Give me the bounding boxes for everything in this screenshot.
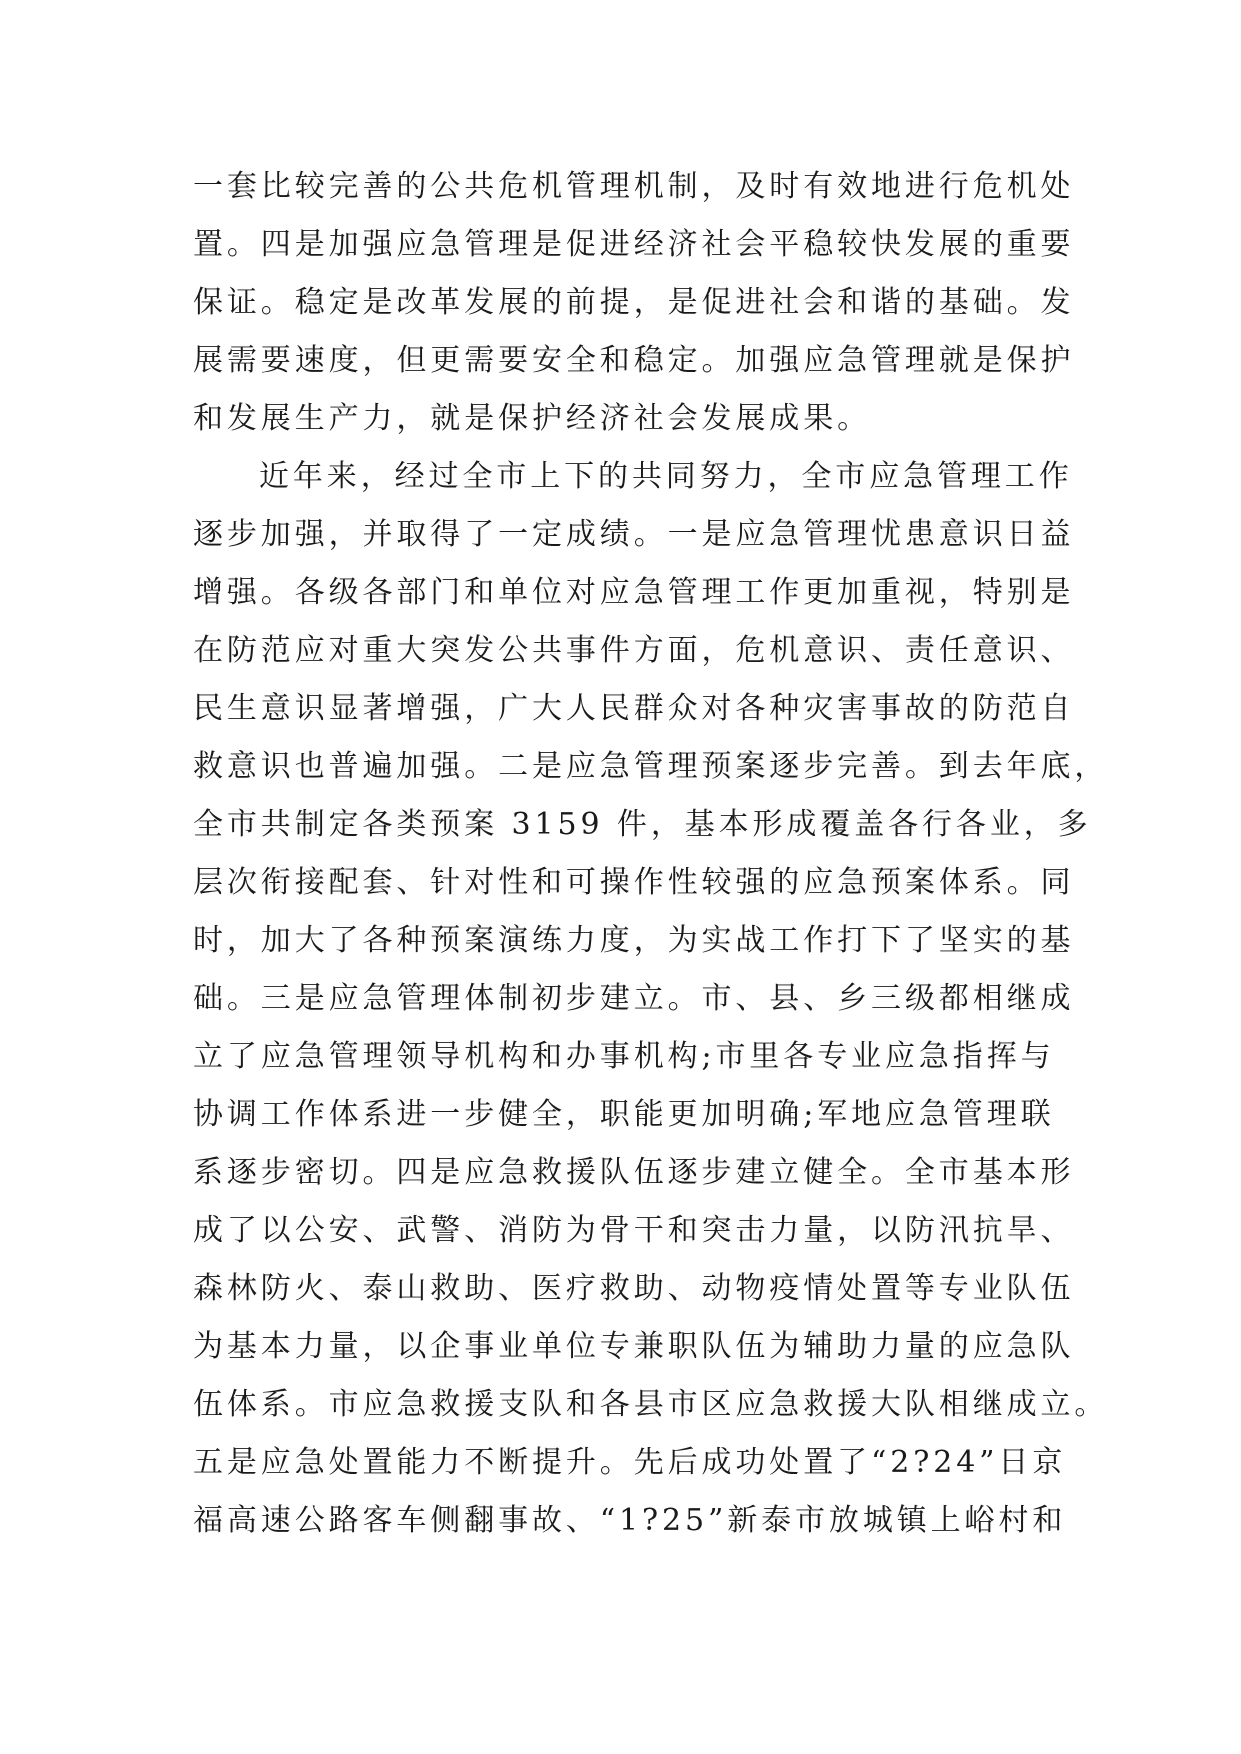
text-line: 时，加大了各种预案演练力度，为实战工作打下了坚实的基 (193, 923, 1075, 958)
text-line: 全市共制定各类预案 3159 件，基本形成覆盖各行各业，多 (193, 807, 1092, 842)
text-line: 立了应急管理领导机构和办事机构;市里各专业应急指挥与 (193, 1039, 1055, 1074)
text-line: 和发展生产力，就是保护经济社会发展成果。 (193, 401, 871, 436)
text-line: 救意识也普遍加强。二是应急管理预案逐步完善。到去年底， (193, 749, 1109, 784)
text-line: 民生意识显著增强，广大人民群众对各种灾害事故的防范自 (193, 691, 1075, 726)
body-text (193, 158, 1109, 1550)
text-line: 展需要速度，但更需要安全和稳定。加强应急管理就是保护 (193, 343, 1075, 378)
text-line: 在防范应对重大突发公共事件方面，危机意识、责任意识、 (193, 633, 1075, 668)
text-line: 成了以公安、武警、消防为骨干和突击力量，以防汛抗旱、 (193, 1213, 1075, 1248)
text-line: 一套比较完善的公共危机管理机制，及时有效地进行危机处 (193, 169, 1075, 204)
text-line: 森林防火、泰山救助、医疗救助、动物疫情处置等专业队伍 (193, 1271, 1075, 1306)
text-line: 置。四是加强应急管理是促进经济社会平稳较快发展的重要 (193, 227, 1075, 262)
text-line: 为基本力量，以企事业单位专兼职队伍为辅助力量的应急队 (193, 1329, 1075, 1364)
text-line: 增强。各级各部门和单位对应急管理工作更加重视，特别是 (193, 575, 1075, 610)
text-line: 伍体系。市应急救援支队和各县市区应急救援大队相继成立。 (193, 1387, 1109, 1422)
text-line: 保证。稳定是改革发展的前提，是促进社会和谐的基础。发 (193, 285, 1075, 320)
text-line: 层次衔接配套、针对性和可操作性较强的应急预案体系。同 (193, 865, 1075, 900)
text-line: 五是应急处置能力不断提升。先后成功处置了“2?24”日京 (193, 1445, 1067, 1480)
text-line: 逐步加强，并取得了一定成绩。一是应急管理忧患意识日益 (193, 517, 1075, 552)
text-line: 协调工作体系进一步健全，职能更加明确;军地应急管理联 (193, 1097, 1055, 1132)
text-line: 础。三是应急管理体制初步建立。市、县、乡三级都相继成 (193, 981, 1075, 1016)
text-line: 系逐步密切。四是应急救援队伍逐步建立健全。全市基本形 (193, 1155, 1075, 1190)
paragraph-first-line: 近年来，经过全市上下的共同努力，全市应急管理工作 (259, 459, 1073, 494)
text-line: 福高速公路客车侧翻事故、“1?25”新泰市放城镇上峪村和 (193, 1503, 1067, 1538)
